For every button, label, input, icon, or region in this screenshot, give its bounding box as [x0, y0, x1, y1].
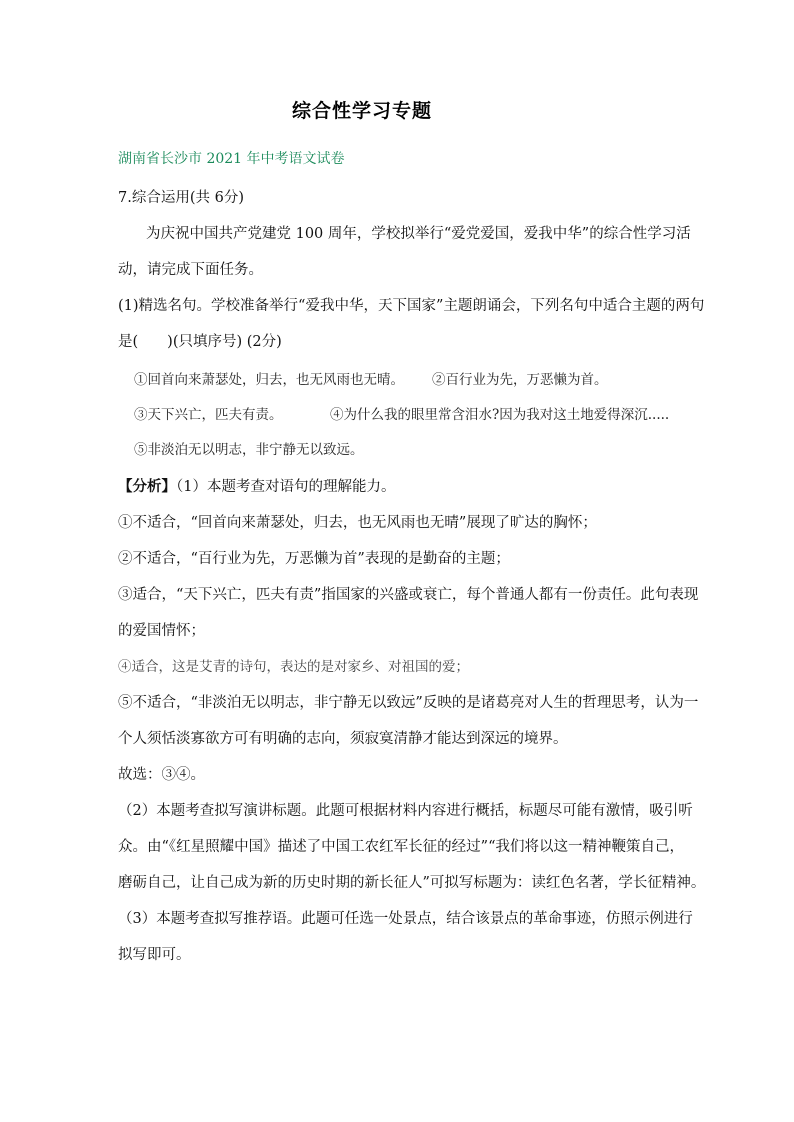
analysis-line-7: ⑤不适合，“非淡泊无以明志，非宁静无以致远”反映的是诸葛亮对人生的哲理思考，认为一 — [118, 695, 699, 711]
option-5: ⑤非淡泊无以明志，非宁静无以致远。 — [134, 442, 364, 458]
analysis-line-14: 拟写即可。 — [118, 947, 191, 963]
analysis-line-8: 个人须恬淡寡欲方可有明确的志向，须寂寞清静才能达到深远的境界。 — [118, 731, 568, 747]
analysis-label: 【分析】 — [118, 478, 176, 495]
intro-line-1: 为庆祝中国共产党建党 100 周年，学校拟举行“爱党爱国，爱我中华”的综合性学习活 — [146, 226, 691, 242]
analysis-line-12: 磨砺自己，让自己成为新的历史时期的新长征人”可拟写标题为：读红色名著，学长征精神。 — [118, 875, 706, 891]
option-3: ③天下兴亡，匹夫有责。 — [134, 407, 283, 423]
page-title: 综合性学习专题 — [292, 100, 433, 122]
analysis-line-6: ④适合，这是艾青的诗句，表达的是对家乡、对祖国的爱； — [118, 659, 469, 675]
analysis-text-1: （1）本题考查对语句的理解能力。 — [176, 479, 396, 495]
intro-line-2: 动，请完成下面任务。 — [118, 262, 263, 278]
analysis-line-3: ②不适合，“百行业为先，万恶懒为首”表现的是勤奋的主题； — [118, 551, 510, 567]
option-2: ②百行业为先，万恶懒为首。 — [432, 372, 608, 388]
analysis-line-13: （3）本题考查拟写推荐语。此题可任选一处景点，结合该景点的革命事迹，仿照示例进行 — [118, 911, 693, 927]
analysis-line-11: 众。由“《红星照耀中国》描述了中国工农红军长征的经过”“我们将以这一精神鞭策自己， — [118, 839, 684, 855]
option-1: ①回首向来萧瑟处，归去，也无风雨也无晴。 — [134, 372, 404, 388]
option-4: ④为什么我的眼里常含泪水?因为我对这土地爱得深沉..... — [330, 407, 670, 423]
analysis-line-4: ③适合，“天下兴亡，匹夫有责”指国家的兴盛或衰亡，每个普通人都有一份责任。此句表现 — [118, 587, 699, 603]
answer-line: 故选：③④。 — [118, 767, 205, 783]
analysis-line-2: ①不适合，“回首向来萧瑟处，归去，也无风雨也无晴”展现了旷达的胸怀； — [118, 515, 597, 531]
analysis-line-1 — [118, 475, 395, 496]
exam-source: 湖南省长沙市 2021 年中考语文试卷 — [118, 151, 345, 167]
analysis-line-5: 的爱国情怀； — [118, 623, 205, 639]
analysis-line-10: （2）本题考查拟写演讲标题。此题可根据材料内容进行概括，标题尽可能有激情，吸引听 — [118, 803, 693, 819]
subquestion-1-line-1: (1)精选名句。学校准备举行“爱我中华，天下国家”主题朗诵会，下列名句中适合主题的两句 — [118, 298, 705, 314]
subquestion-1-line-2: 是( )(只填序号) (2分) — [118, 334, 282, 350]
question-header: 7.综合运用(共 6分) — [118, 190, 244, 206]
